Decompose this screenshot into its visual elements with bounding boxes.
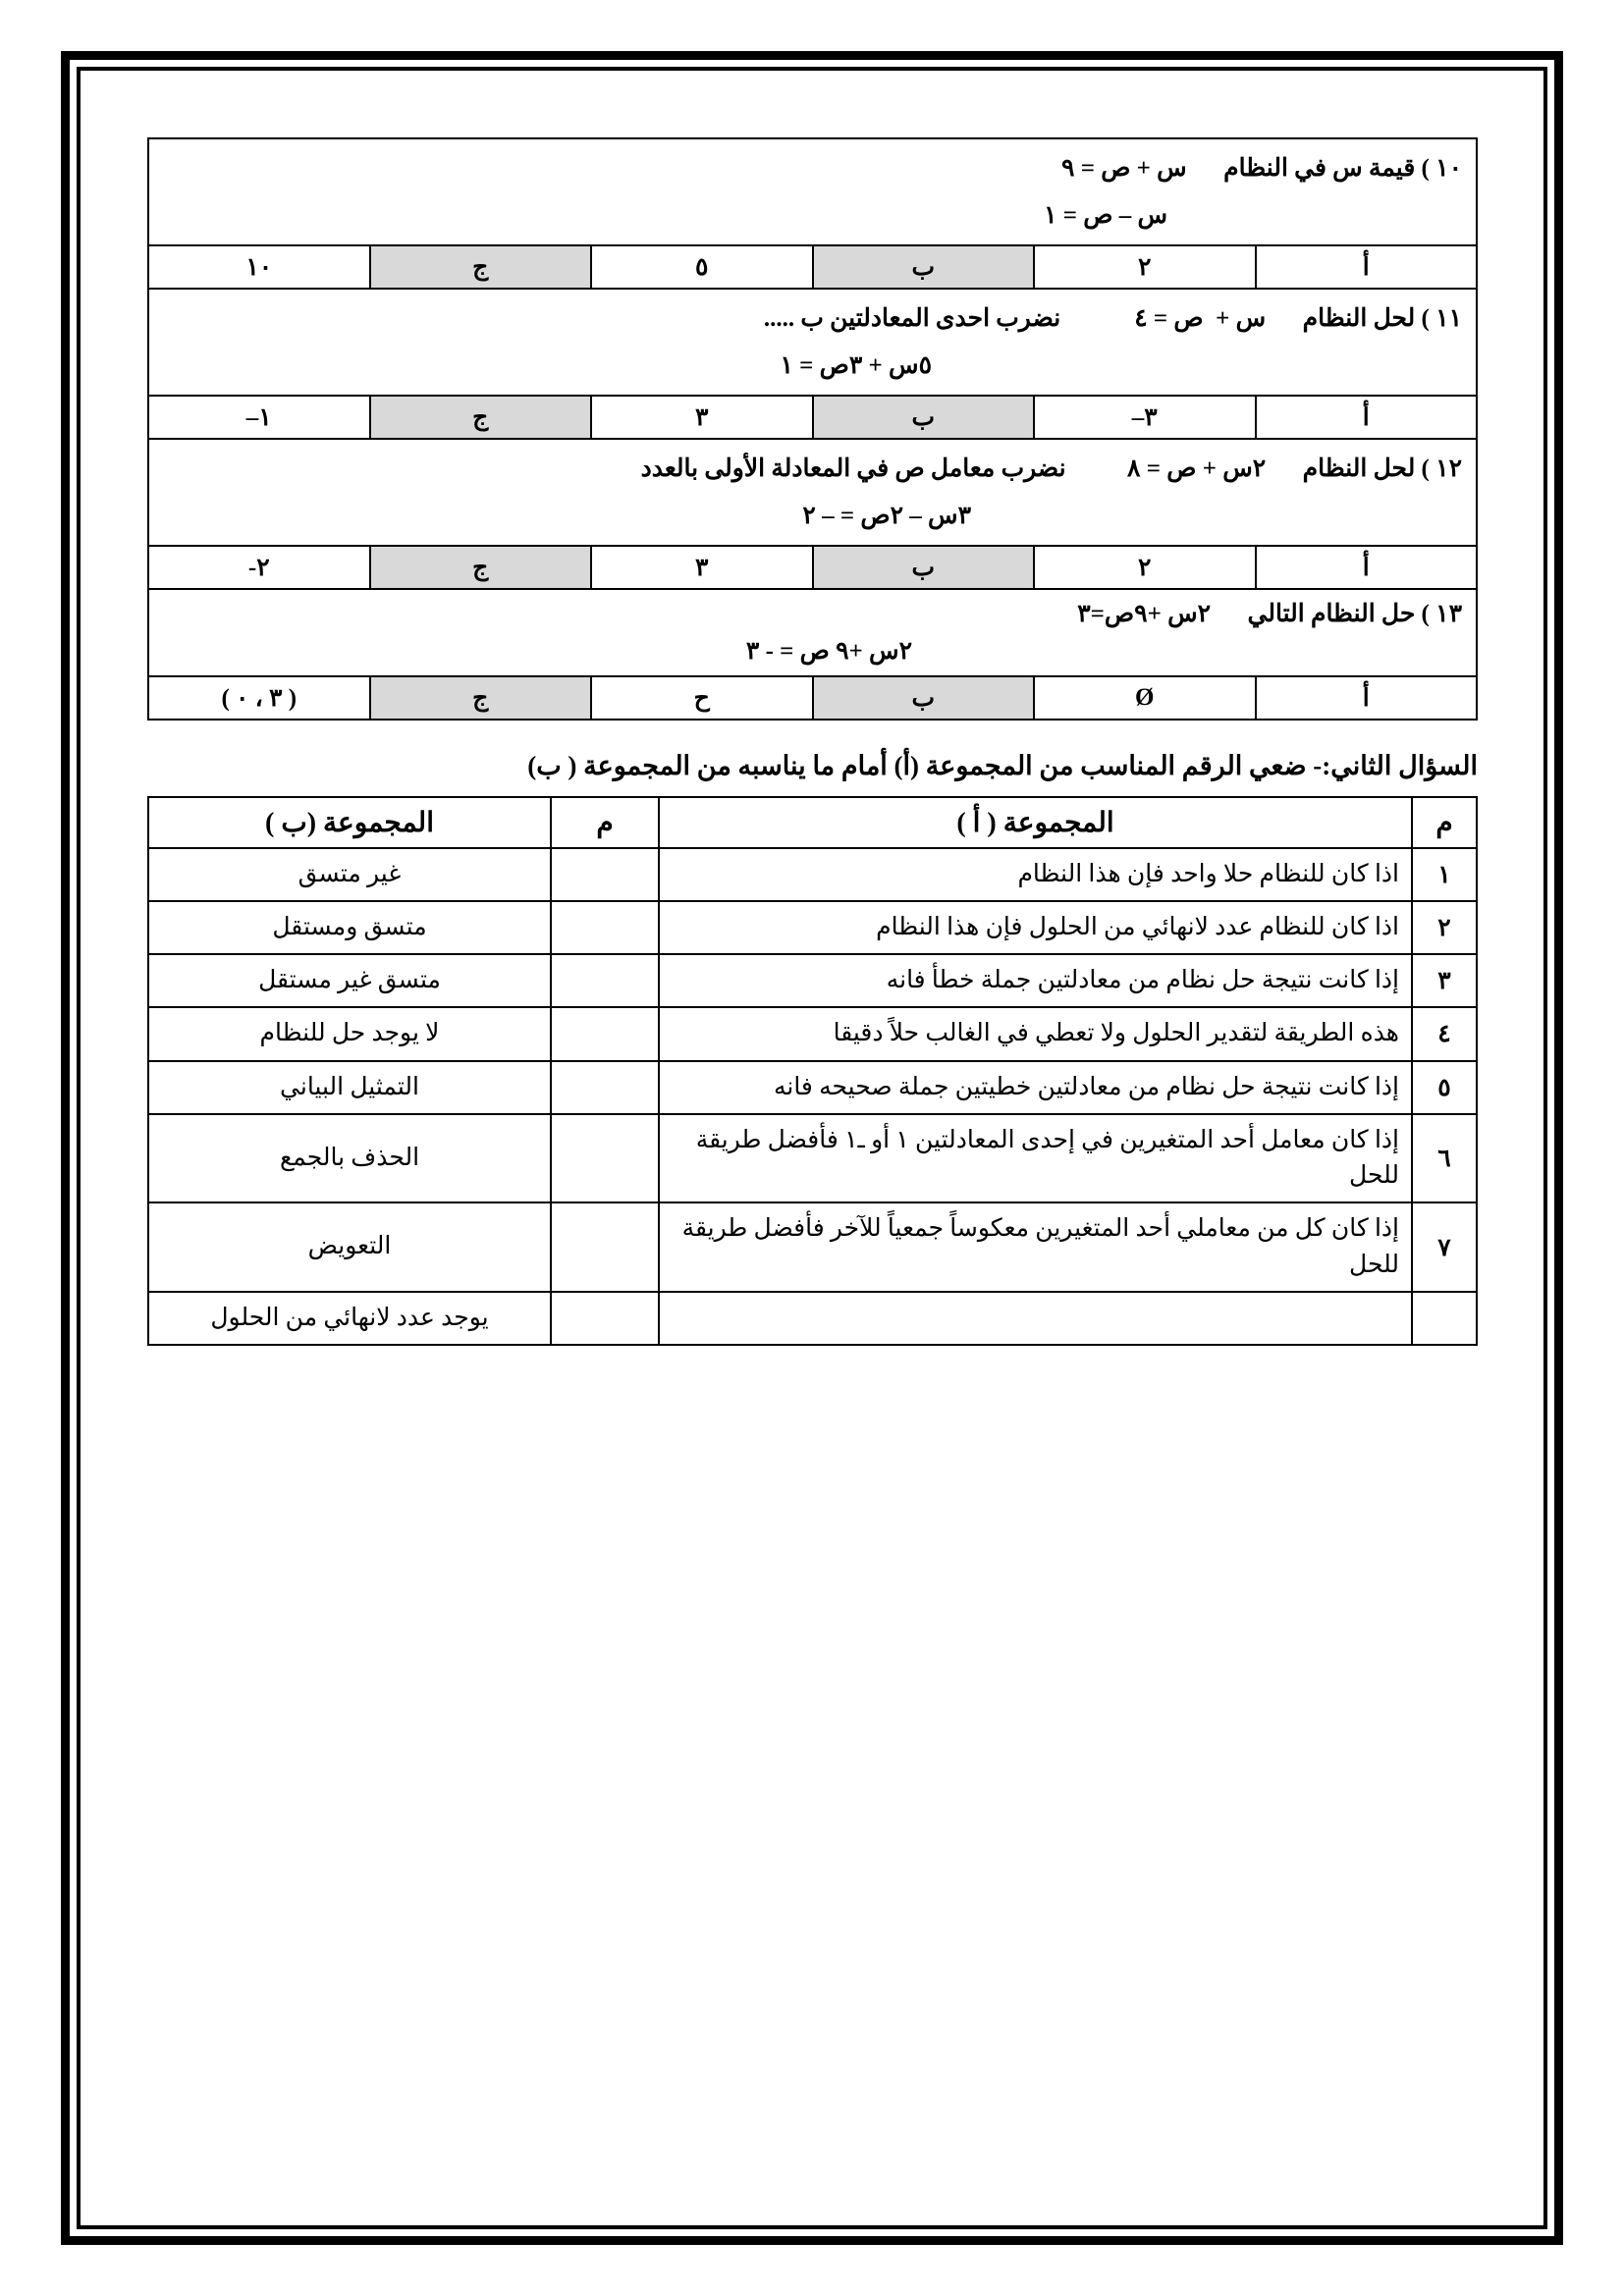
row-number: ٤ — [1412, 1007, 1477, 1060]
stem-line: س – ص = ١ — [1044, 201, 1167, 229]
option-value-b[interactable]: ٥ — [591, 245, 813, 289]
table-row — [148, 676, 1477, 720]
table-header-row — [148, 797, 1477, 848]
stem-line: ٢س +٩ ص = - ٣ — [745, 637, 912, 665]
group-b-item: متسق ومستقل — [148, 901, 551, 954]
option-letter-c: ج — [370, 245, 592, 289]
group-b-item: متسق غير مستقل — [148, 954, 551, 1007]
table-row — [148, 439, 1477, 546]
stem-line: ٥س + ٣ص = ١ — [780, 351, 932, 379]
table-row — [148, 396, 1477, 439]
option-letter-b: ب — [813, 546, 1035, 589]
group-a-item: إذا كانت نتيجة حل نظام من معادلتين جملة خطأ فانه — [659, 954, 1412, 1007]
stem-line: ١١ ) لحل النظام س + ص = ٤ نضرب احدى المعادلتين ب ..... — [763, 305, 1462, 332]
group-a-item: اذا كان للنظام حلا واحد فإن هذا النظام — [659, 848, 1412, 901]
option-letter-c: ج — [370, 396, 592, 439]
group-a-item: اذا كان للنظام عدد لانهائي من الحلول فإن هذا النظام — [659, 901, 1412, 954]
answer-blank[interactable] — [551, 954, 659, 1007]
option-value-c[interactable]: ٢- — [148, 546, 370, 589]
stem-line: ١٠ ) قيمة س في النظام س + ص = ٩ — [1061, 155, 1462, 182]
header-m-left: م — [551, 797, 659, 848]
question-stem — [148, 589, 1477, 676]
option-letter-b: ب — [813, 245, 1035, 289]
table-row — [148, 245, 1477, 289]
question2-title: السؤال الثاني:- ضعي الرقم المناسب من المجموعة (أ) أمام ما يناسبه من المجموعة ( ب) — [527, 751, 1478, 780]
option-value-b[interactable]: ح — [591, 676, 813, 720]
option-letter-b: ب — [813, 396, 1035, 439]
row-number: ٢ — [1412, 901, 1477, 954]
table-row — [148, 901, 1477, 954]
table-row — [148, 1007, 1477, 1060]
table-row — [148, 289, 1477, 396]
table-row — [148, 1114, 1477, 1203]
row-number: ٣ — [1412, 954, 1477, 1007]
group-a-item: إذا كانت نتيجة حل نظام من معادلتين خطيتين جملة صحيحه فانه — [659, 1061, 1412, 1114]
option-value-a[interactable]: Ø — [1034, 676, 1256, 720]
row-number: ١ — [1412, 848, 1477, 901]
option-value-b[interactable]: ٣ — [591, 396, 813, 439]
row-number: ٦ — [1412, 1114, 1477, 1203]
group-a-item: إذا كان معامل أحد المتغيرين في إحدى المعادلتين ١ أو ـ١ فأفضل طريقة للحل — [659, 1114, 1412, 1203]
group-b-item: غير متسق — [148, 848, 551, 901]
option-value-c[interactable]: ١٠ — [148, 245, 370, 289]
group-b-item: الحذف بالجمع — [148, 1114, 551, 1203]
question1-table — [147, 137, 1478, 721]
option-value-c[interactable]: ١– — [148, 396, 370, 439]
group-a-item: إذا كان كل من معاملي أحد المتغيرين معكوساً جمعياً للآخر فأفضل طريقة للحل — [659, 1202, 1412, 1292]
answer-blank[interactable] — [551, 901, 659, 954]
table-row — [148, 138, 1477, 245]
table-row — [148, 1292, 1477, 1345]
option-letter-a: أ — [1256, 245, 1478, 289]
question-stem — [148, 439, 1477, 546]
table-row — [148, 546, 1477, 589]
stem-line: ١٣ ) حل النظام التالي ٢س +٩ص=٣ — [1077, 601, 1462, 627]
option-letter-b: ب — [813, 676, 1035, 720]
stem-line: ٣س – ٢ص = – ٢ — [802, 502, 971, 529]
answer-blank[interactable] — [551, 1061, 659, 1114]
header-group-a: المجموعة ( أ ) — [659, 797, 1412, 848]
header-group-b: المجموعة (ب ) — [148, 797, 551, 848]
table-row — [148, 848, 1477, 901]
page-content — [147, 137, 1478, 1346]
option-letter-c: ج — [370, 546, 592, 589]
option-value-a[interactable]: ٢ — [1034, 546, 1256, 589]
header-m-right: م — [1412, 797, 1477, 848]
answer-blank[interactable] — [551, 1114, 659, 1203]
question2-table — [147, 796, 1478, 1347]
answer-blank[interactable] — [551, 1202, 659, 1292]
option-letter-a: أ — [1256, 676, 1478, 720]
group-b-item: لا يوجد حل للنظام — [148, 1007, 551, 1060]
group-a-item: هذه الطريقة لتقدير الحلول ولا تعطي في الغالب حلاً دقيقا — [659, 1007, 1412, 1060]
table-row — [148, 1202, 1477, 1292]
table-row — [148, 1061, 1477, 1114]
answer-blank[interactable] — [551, 1292, 659, 1345]
option-value-a[interactable]: ٢ — [1034, 245, 1256, 289]
option-value-b[interactable]: ٣ — [591, 546, 813, 589]
row-number: ٧ — [1412, 1202, 1477, 1292]
option-letter-a: أ — [1256, 396, 1478, 439]
row-number: ٥ — [1412, 1061, 1477, 1114]
table-row — [148, 589, 1477, 676]
group-b-item: التمثيل البياني — [148, 1061, 551, 1114]
group-a-item — [659, 1292, 1412, 1345]
group-b-item: التعويض — [148, 1202, 551, 1292]
answer-blank[interactable] — [551, 848, 659, 901]
table-row — [148, 954, 1477, 1007]
option-letter-a: أ — [1256, 546, 1478, 589]
group-b-item: يوجد عدد لانهائي من الحلول — [148, 1292, 551, 1345]
stem-line: ١٢ ) لحل النظام ٢س + ص = ٨ نضرب معامل ص في المعادلة الأولى بالعدد — [640, 455, 1462, 482]
answer-blank[interactable] — [551, 1007, 659, 1060]
option-value-a[interactable]: ٣– — [1034, 396, 1256, 439]
question-stem — [148, 289, 1477, 396]
row-number — [1412, 1292, 1477, 1345]
option-letter-c: ج — [370, 676, 592, 720]
question-stem — [148, 138, 1477, 245]
option-value-c[interactable]: ( ٣ ، ٠ ) — [148, 676, 370, 720]
